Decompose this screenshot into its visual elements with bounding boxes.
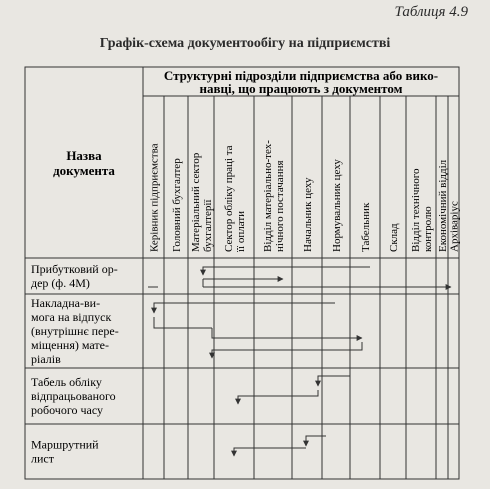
column-header: Матеріальний сектор: [190, 152, 202, 252]
column-header: Табельник: [360, 202, 372, 252]
column-header: Відділ матеріально-тех-: [262, 140, 274, 252]
units-header-line: Структурні підрозділи підприємства або вико-: [163, 68, 439, 83]
flow-arrow: [154, 317, 212, 328]
row-header: [53, 148, 115, 178]
document-name: міщення) мате-: [31, 338, 109, 352]
units-header-line: навці, що працюють з документом: [199, 81, 403, 96]
flow-arrow: [212, 328, 362, 338]
column-header: Архіваріус: [448, 201, 461, 252]
document-name: (внутрішнє пере-: [31, 324, 119, 338]
column-header: Відділ технічного: [410, 168, 422, 252]
row-labels: [31, 262, 119, 466]
column-header: контролю: [422, 206, 434, 252]
row-header-line: Назва: [66, 148, 102, 163]
column-header: бухгалтерії: [202, 199, 214, 252]
document-name: робочого часу: [31, 403, 103, 417]
units-header: [164, 68, 438, 96]
column-header: нічного постачання: [274, 160, 286, 252]
column-header: Керівник підприємства: [148, 143, 161, 252]
table-number: Таблиця 4.9: [394, 4, 468, 20]
flow-arrow: [318, 376, 350, 386]
document-name: лист: [31, 451, 54, 466]
document-name: Маршрутний: [31, 437, 99, 452]
flow-arrow: [203, 267, 370, 275]
column-header: Склад: [388, 223, 400, 252]
document-name: ріалів: [31, 352, 61, 366]
document-name: відпрацьованого: [31, 389, 116, 403]
column-header: Економічний відділ: [437, 159, 449, 252]
column-header: Головний бухгалтер: [171, 158, 183, 252]
document-name: мога на відпуск: [31, 310, 112, 324]
column-headers: [149, 140, 461, 252]
document-name: Накладна-ви-: [31, 296, 101, 310]
table-title: Графік-схема документообігу на підприємстві: [99, 36, 391, 51]
flow-arrow: [212, 342, 362, 358]
column-header: Начальник цеху: [302, 177, 314, 252]
document-name: дер (ф. 4М): [31, 276, 90, 290]
row-header-line: документа: [53, 163, 115, 178]
flow-arrow: [306, 436, 326, 446]
column-header: її оплати: [235, 210, 247, 252]
column-header: Нормувальник цеху: [331, 159, 343, 252]
document-name: Табель обліку: [31, 375, 102, 389]
flow-arrow: [234, 448, 306, 456]
flow-arrow: [238, 390, 318, 404]
document-name: Прибутковий ор-: [31, 262, 118, 276]
flow-arrow: [154, 303, 335, 313]
column-header: Сектор обліку праці та: [223, 145, 235, 252]
